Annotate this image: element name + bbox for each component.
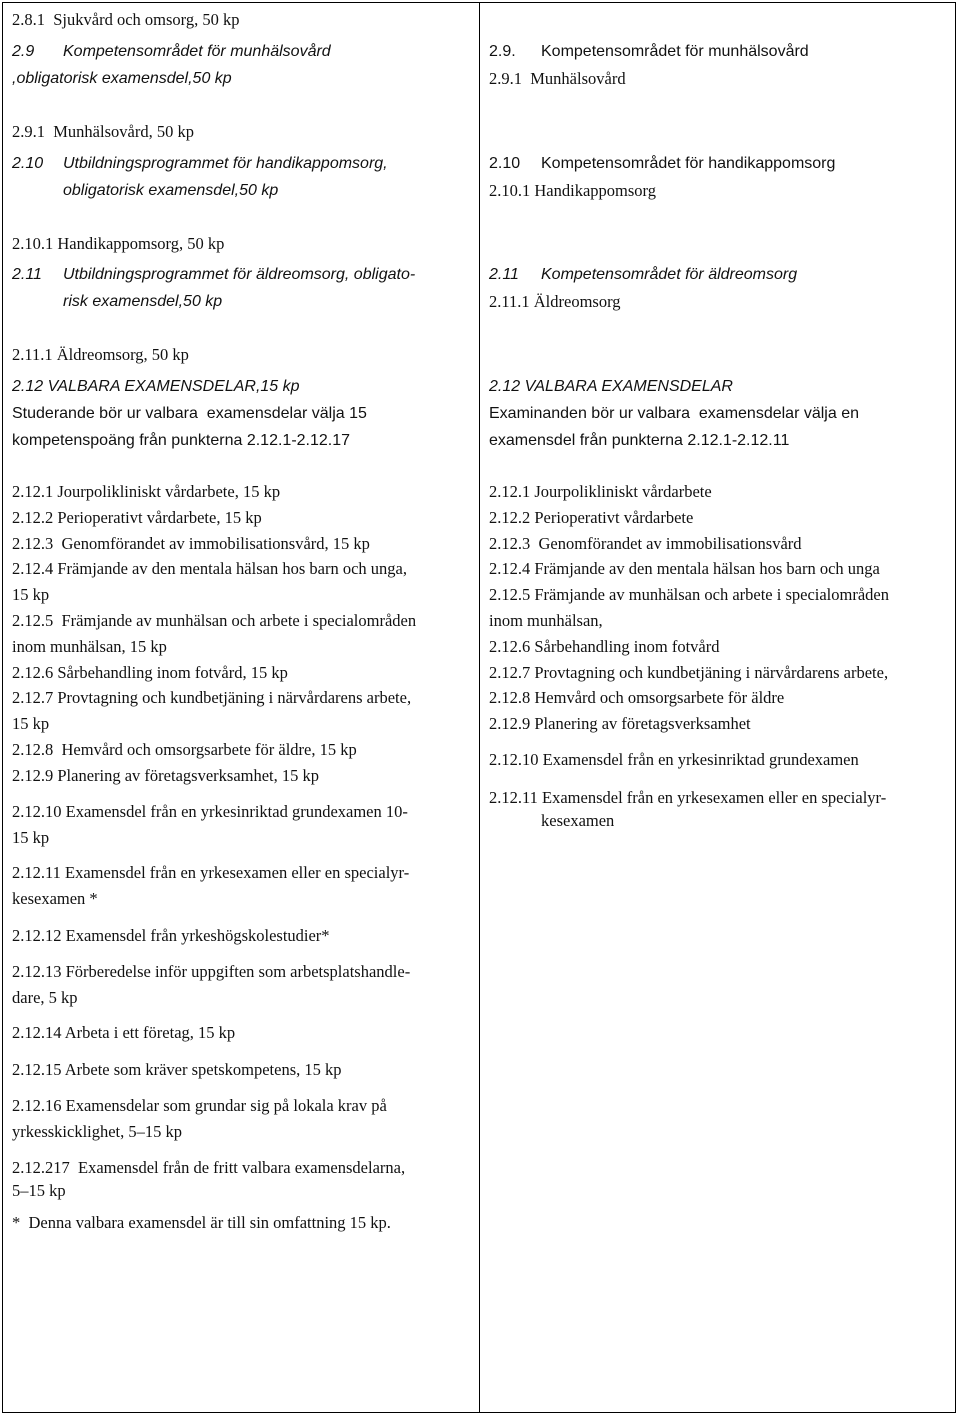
right-item-2-12-9: 2.12.9 Planering av företagsverksamhet	[489, 714, 751, 733]
left-item-2-9-1: 2.9.1 Munhälsovård, 50 kp	[12, 122, 194, 141]
left-item-2-12-1: 2.12.1 Jourpolikliniskt vårdarbete, 15 kp	[12, 482, 281, 501]
left-heading-2-11-number: 2.11	[12, 266, 42, 283]
left-item-2-12-13-cont: dare, 5 kp	[12, 988, 78, 1007]
left-item-2-12-12: 2.12.12 Examensdel från yrkeshögskolestudier*	[12, 926, 330, 945]
left-item-2-12-16: 2.12.16 Examensdelar som grundar sig på lokala krav på	[12, 1096, 387, 1115]
left-heading-2-9-cont: ,obligatorisk examensdel,50 kp	[12, 70, 232, 87]
right-item-2-9-1: 2.9.1 Munhälsovård	[489, 69, 626, 88]
left-heading-2-9-number: 2.9	[12, 43, 35, 60]
left-heading-2-11-cont: risk examensdel,50 kp	[63, 293, 223, 310]
left-item-2-11-1: 2.11.1 Äldreomsorg, 50 kp	[12, 345, 189, 364]
left-item-2-12-10-cont: 15 kp	[12, 828, 50, 847]
left-item-2-12-15: 2.12.15 Arbete som kräver spetskompetens, 15 kp	[12, 1060, 342, 1079]
left-item-2-12-7: 2.12.7 Provtagning och kundbetjäning i närvårdarens arbete,	[12, 688, 412, 707]
right-item-2-12-1: 2.12.1 Jourpolikliniskt vårdarbete	[489, 482, 712, 501]
left-item-2-12-14: 2.12.14 Arbeta i ett företag, 15 kp	[12, 1023, 236, 1042]
right-heading-2-9-number: 2.9.	[489, 43, 516, 60]
right-item-2-12-10: 2.12.10 Examensdel från en yrkesinriktad grundexamen	[489, 750, 859, 769]
left-instruction-line-1: Studerande bör ur valbara examensdelar välja 15	[12, 405, 367, 422]
left-item-2-12-16-cont: yrkesskicklighet, 5–15 kp	[12, 1122, 183, 1141]
right-instruction-line-1: Examinanden bör ur valbara examensdelar välja en	[489, 405, 859, 422]
right-item-2-12-5: 2.12.5 Främjande av munhälsan och arbete i specialområden	[489, 585, 889, 604]
left-heading-2-10-number: 2.10	[12, 155, 44, 172]
left-item-2-12-11-cont: kesexamen *	[12, 889, 98, 908]
left-item-2-12-8: 2.12.8 Hemvård och omsorgsarbete för äldre, 15 kp	[12, 740, 357, 759]
right-heading-2-11: Kompetensområdet för äldreomsorg	[541, 266, 798, 283]
right-heading-2-12: 2.12 VALBARA EXAMENSDELAR	[489, 378, 733, 395]
left-item-2-12-6: 2.12.6 Sårbehandling inom fotvård, 15 kp	[12, 663, 288, 682]
left-item-2-12-9: 2.12.9 Planering av företagsverksamhet, 15 kp	[12, 766, 320, 785]
left-heading-2-12: 2.12 VALBARA EXAMENSDELAR,15 kp	[12, 378, 300, 395]
right-item-2-12-2: 2.12.2 Perioperativt vårdarbete	[489, 508, 694, 527]
right-item-2-12-7: 2.12.7 Provtagning och kundbetjäning i närvårdarens arbete,	[489, 663, 889, 682]
right-item-2-12-11: 2.12.11 Examensdel från en yrkesexamen eller en specialyr-	[489, 788, 887, 807]
left-heading-2-10-cont: obligatorisk examensdel,50 kp	[63, 182, 279, 199]
left-item-2-12-13: 2.12.13 Förberedelse inför uppgiften som arbetsplatshandle-	[12, 962, 411, 981]
left-item-2-12-11: 2.12.11 Examensdel från en yrkesexamen eller en specialyr-	[12, 863, 410, 882]
left-heading-2-9: Kompetensområdet för munhälsovård	[63, 43, 331, 60]
left-item-2-12-2: 2.12.2 Perioperativt vårdarbete, 15 kp	[12, 508, 262, 527]
right-item-2-12-8: 2.12.8 Hemvård och omsorgsarbete för äldre	[489, 688, 785, 707]
right-heading-2-10: Kompetensområdet för handikappomsorg	[541, 155, 836, 172]
left-item-2-12-3: 2.12.3 Genomförandet av immobilisationsvård, 15 kp	[12, 534, 370, 553]
left-item-2-12-4: 2.12.4 Främjande av den mentala hälsan hos barn och unga,	[12, 559, 407, 578]
left-item-2-12-5-cont: inom munhälsan, 15 kp	[12, 637, 167, 656]
right-heading-2-10-number: 2.10	[489, 155, 521, 172]
right-item-2-12-5-cont: inom munhälsan,	[489, 611, 603, 630]
right-heading-2-9: Kompetensområdet för munhälsovård	[541, 43, 809, 60]
right-item-2-12-11-cont: kesexamen	[541, 811, 615, 830]
left-item-2-12-17-cont: 5–15 kp	[12, 1181, 66, 1200]
left-item-2-12-7-cont: 15 kp	[12, 714, 50, 733]
left-heading-2-11: Utbildningsprogrammet för äldreomsorg, obligato-	[63, 266, 416, 283]
left-item-2-12-10: 2.12.10 Examensdel från en yrkesinriktad grundexamen 10-	[12, 802, 408, 821]
document-table	[2, 2, 956, 1413]
left-item-2-8-1: 2.8.1 Sjukvård och omsorg, 50 kp	[12, 10, 240, 29]
left-item-2-12-5: 2.12.5 Främjande av munhälsan och arbete i specialområden	[12, 611, 417, 630]
left-item-2-12-17: 2.12.217 Examensdel från de fritt valbara examensdelarna,	[12, 1158, 406, 1177]
right-item-2-12-6: 2.12.6 Sårbehandling inom fotvård	[489, 637, 720, 656]
right-item-2-11-1: 2.11.1 Äldreomsorg	[489, 292, 621, 311]
right-item-2-12-3: 2.12.3 Genomförandet av immobilisationsvård	[489, 534, 802, 553]
column-divider	[479, 3, 480, 1412]
right-item-2-12-4: 2.12.4 Främjande av den mentala hälsan hos barn och unga	[489, 559, 880, 578]
left-item-2-12-4-cont: 15 kp	[12, 585, 50, 604]
left-item-2-10-1: 2.10.1 Handikappomsorg, 50 kp	[12, 234, 225, 253]
right-heading-2-11-number: 2.11	[489, 266, 519, 283]
right-item-2-10-1: 2.10.1 Handikappomsorg	[489, 181, 656, 200]
right-instruction-line-2: examensdel från punkterna 2.12.1-2.12.11	[489, 432, 790, 449]
left-footnote: * Denna valbara examensdel är till sin omfattning 15 kp.	[12, 1213, 391, 1232]
left-instruction-line-2: kompetenspoäng från punkterna 2.12.1-2.12.17	[12, 432, 351, 449]
left-heading-2-10: Utbildningsprogrammet för handikappomsorg,	[63, 155, 388, 172]
